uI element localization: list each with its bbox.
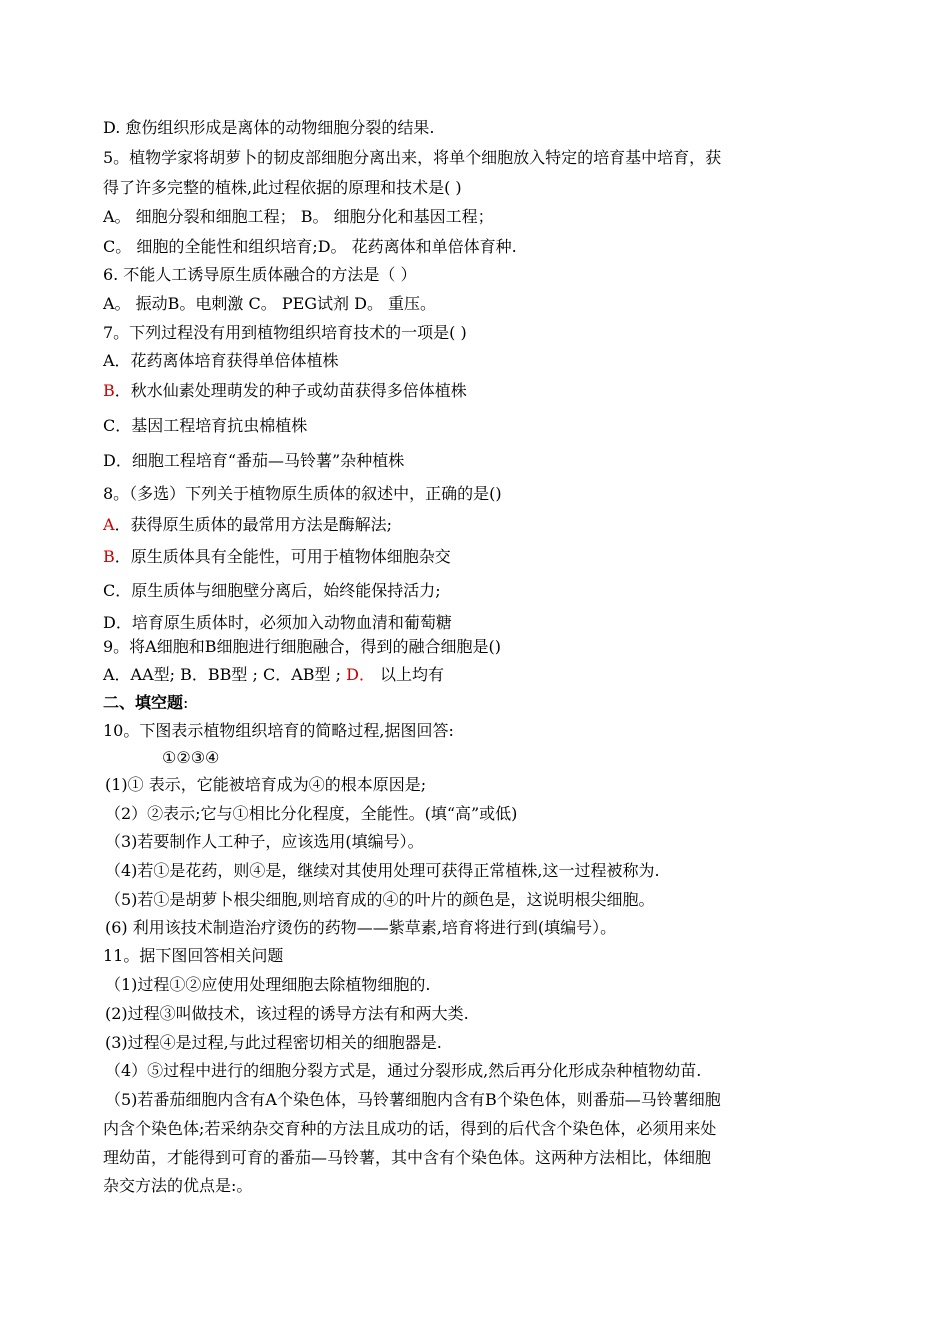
answer-marker: A <box>103 515 115 534</box>
option-line: B．原生质体具有全能性，可用于植物体细胞杂交 <box>103 547 451 566</box>
question-9-line: 9。将A细胞和B细胞进行细胞融合，得到的融合细胞是() <box>103 637 501 656</box>
sub-question-line: （5)若①是胡萝卜根尖细胞,则培育成的④的叶片的颜色是，这说明根尖细胞。 <box>105 890 655 909</box>
option-line: A．AA型; B．BB型 ; C．AB型 ; D． 以上均有 <box>103 665 445 684</box>
option-line: D．细胞工程培育“番茄—马铃薯”杂种植株 <box>103 451 405 470</box>
sub-question-line: (1)① 表示，它能被培育成为④的根本原因是; <box>105 775 427 794</box>
question-5-line: 5。植物学家将胡萝卜的韧皮部细胞分离出来，将单个细胞放入特定的培育基中培育，获 <box>103 148 722 167</box>
diagram-labels: ①②③④ <box>162 748 220 767</box>
option-line: A．花药离体培育获得单倍体植株 <box>103 351 339 370</box>
sub-question-line: (6) 利用该技术制造治疗烫伤的药物——紫草素,培育将进行到(填编号）。 <box>105 918 617 937</box>
answer-marker: D． <box>346 665 375 684</box>
option-line: C．原生质体与细胞壁分离后，始终能保持活力; <box>103 581 441 600</box>
option-line: C。 细胞的全能性和组织培育;D。 花药离体和单倍体育种. <box>103 237 517 256</box>
sub-question-line: (3)过程④是过程,与此过程密切相关的细胞器是. <box>105 1033 442 1052</box>
sub-question-line: （3)若要制作人工种子，应该选用(填编号）。 <box>105 832 424 851</box>
option-line: A。 细胞分裂和细胞工程； B。 细胞分化和基因工程； <box>103 207 494 226</box>
question-10-line: 10。下图表示植物组织培育的简略过程,据图回答: <box>103 721 454 740</box>
sub-question-line: （2）②表示;它与①相比分化程度，全能性。(填“高”或低) <box>105 804 518 823</box>
option-line: A。 振动B。电刺激 C。 PEG试剂 D。 重压。 <box>103 294 437 313</box>
option-line: B．秋水仙素处理萌发的种子或幼苗获得多倍体植株 <box>103 381 467 400</box>
sub-question-line: (2)过程③叫做技术，该过程的诱导方法有和两大类. <box>105 1004 469 1023</box>
answer-marker: B <box>103 381 115 400</box>
sub-question-line: （4）⑤过程中进行的细胞分裂方式是，通过分裂形成,然后再分化形成杂种植物幼苗. <box>105 1061 702 1080</box>
option-line: A．获得原生质体的最常用方法是酶解法; <box>103 515 392 534</box>
section-heading: 二、填空题: <box>103 693 189 712</box>
text-line: 杂交方法的优点是:。 <box>103 1176 253 1195</box>
text-line: 得了许多完整的植株,此过程依据的原理和技术是( ) <box>103 178 462 197</box>
text-line: 理幼苗，才能得到可育的番茄—马铃薯，其中含有个染色体。这两种方法相比，体细胞 <box>103 1148 712 1167</box>
question-11-line: 11。据下图回答相关问题 <box>103 946 284 965</box>
sub-question-line: （5)若番茄细胞内含有A个染色体，马铃薯细胞内含有B个染色体，则番茄—马铃薯细胞 <box>105 1090 721 1109</box>
text-line: D. 愈伤组织形成是离体的动物细胞分裂的结果. <box>103 118 435 137</box>
sub-question-line: （4)若①是花药，则④是，继续对其使用处理可获得正常植株,这一过程被称为. <box>105 861 660 880</box>
option-line: D．培育原生质体时，必须加入动物血清和葡萄糖 <box>103 613 452 632</box>
question-6-line: 6. 不能人工诱导原生质体融合的方法是（ ） <box>103 265 417 284</box>
sub-question-line: （1)过程①②应使用处理细胞去除植物细胞的. <box>105 975 431 994</box>
question-8-line: 8。（多选）下列关于植物原生质体的叙述中，正确的是() <box>103 484 502 503</box>
text-line: 内含个染色体;若采纳杂交育种的方法且成功的话，得到的后代含个染色体，必须用来处 <box>103 1119 717 1138</box>
answer-marker: B <box>103 547 115 566</box>
option-line: C．基因工程培育抗虫棉植株 <box>103 416 308 435</box>
question-7-line: 7。下列过程没有用到植物组织培育技术的一项是( ) <box>103 323 467 342</box>
